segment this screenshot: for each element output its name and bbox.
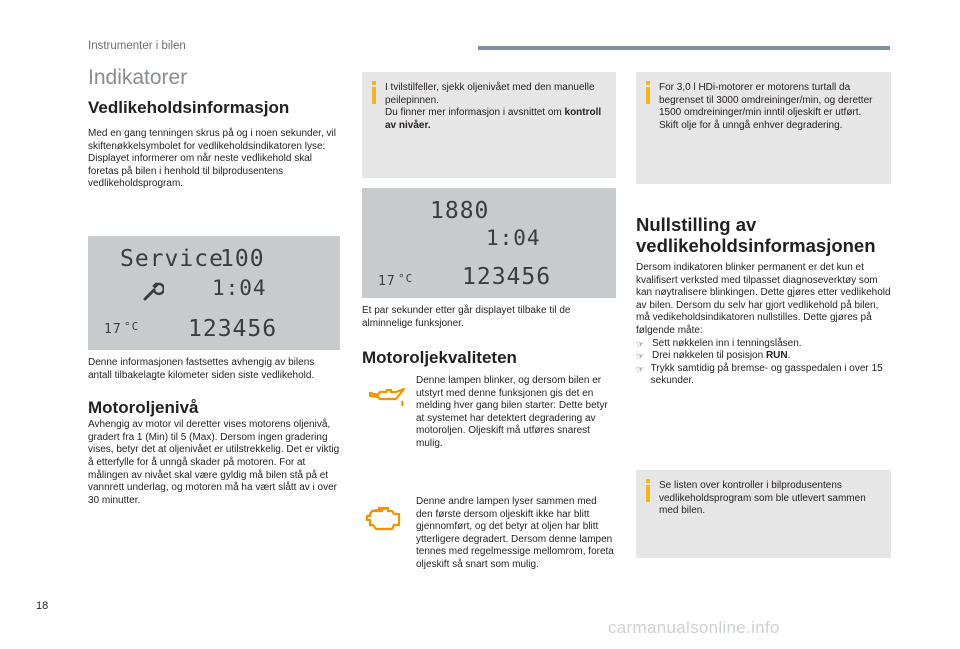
arrow-bullet-icon: ☞: [636, 351, 645, 362]
oil-display-temp: 17: [378, 274, 396, 289]
arrow-bullet-icon: ☞: [636, 338, 645, 349]
info-box-program: [636, 470, 891, 558]
col3-reset: [636, 214, 892, 388]
maintenance-intro: Med en gang tenningen skrus på og i noen sekunder, vil skiftenøkkelsymbolet for vedlikeholdsindikatoren lyse: Displayet informerer om når neste vedlikehold skal foretas på bilen i henhold til bilprodusentens vedlikeholdsprogram.: [88, 128, 336, 190]
info-box-dipstick: [362, 72, 616, 178]
info-hdi-text: For 3,0 l HDi-motorer er motorens turtall da begrenset til 3000 omdreininger/min, og deretter 1500 omdreininger/min inntil oljeskift er utført. Skift olje for å unngå enhver degradering.: [659, 82, 873, 131]
col2-caption: [362, 305, 616, 367]
service-label: Service: [120, 246, 224, 272]
oil-display-caption: Et par sekunder etter går displayet tilbake til de alminnelige funksjoner.: [362, 305, 571, 329]
section-header: Instrumenter i bilen: [88, 40, 186, 52]
info-icon: [369, 81, 379, 105]
col1-top: [88, 98, 340, 191]
service-temp-unit: °C: [124, 320, 140, 333]
info-program-text: Se listen over kontroller i bilprodusentens vedlikeholdsprogram som ble utlevert sammen med bilen.: [659, 480, 866, 517]
reset-step-3: [636, 363, 892, 388]
engine-icon: [364, 503, 404, 540]
info-icon: [643, 479, 653, 503]
oil-quality-heading: Motoroljekvaliteten: [362, 348, 517, 368]
lamp2-text-block: [416, 496, 614, 572]
service-temp: 17: [104, 322, 122, 337]
page-number: 18: [36, 600, 49, 612]
lamp1-text-block: [416, 375, 614, 451]
arrow-bullet-icon: ☞: [636, 363, 645, 374]
oil-display-time: 1:04: [486, 226, 541, 250]
wrench-icon: [142, 280, 164, 307]
reset-heading-line2: vedlikeholdsinformasjonen: [636, 235, 876, 256]
service-value: 100: [220, 246, 265, 272]
reset-step-1: [636, 338, 892, 351]
reset-heading-line1: Nullstilling av: [636, 214, 757, 235]
col1-bottom: [88, 357, 340, 507]
lamp1-text: Denne lampen blinker, og dersom bilen er utstyrt med denne funksjonen gis det en melding hver gang bilen starter: Dette betyr at systemet har detektert degradering av motoroljen. Oljeskift må utføres snarest mulig.: [416, 375, 608, 449]
service-time: 1:04: [212, 276, 267, 300]
watermark: carmanualsonline.info: [608, 618, 780, 637]
reset-step-1-text: Sett nøkkelen inn i tenningslåsen.: [652, 337, 802, 349]
header-bar: [478, 46, 890, 50]
info-end: .: [427, 119, 431, 131]
lamp2-text: Denne andre lampen lyser sammen med den første dersom oljeskift ikke har blitt gjennomført, og det betyr at oljen har blitt ytterligere degradert. Dersom denne lampen tennes med regelmessige mellomrom, foreta oljeskift så snart som mulig.: [416, 496, 614, 570]
reset-step-3-text: Trykk samtidig på bremse- og gasspedalen i over 15 sekunder.: [650, 362, 883, 387]
info-dipstick-text: I tvilstilfeller, sjekk oljenivået med den manuelle peilepinnen.: [385, 82, 595, 106]
page-title: Indikatorer: [88, 66, 188, 89]
reset-step-2-bold: RUN: [765, 350, 788, 362]
oil-level-heading: Motoroljenivå: [88, 398, 199, 418]
info-more-text: Du finner mer informasjon i avsnittet om: [385, 107, 562, 119]
info-box-hdi: [636, 72, 891, 184]
service-odometer: 123456: [188, 316, 278, 342]
display-caption: Denne informasjonen fastsettes avhengig av bilens antall tilbakelagte kilometer siden siste vedlikehold.: [88, 357, 315, 381]
reset-step-2-end: .: [787, 350, 791, 362]
oil-can-icon: [366, 385, 406, 414]
reset-step-2-text: Drei nøkkelen til posisjon: [652, 350, 766, 362]
oil-level-text: Avhengig av motor vil deretter vises motorens oljenivå, gradert fra 1 (Min) til 5 (Max). Dersom ingen gradering vises, betyr det at oljenivået er utilstrekkelig. Det er viktig å etterfylle for å unngå skader på motoren. For at målingen av nivået skal være gyldig må bilen stå på et vannrett underlag, og motoren må ha vært slått av i over 30 minutter.: [88, 419, 340, 506]
oil-level-value: 1880: [430, 198, 490, 224]
oil-display-temp-unit: °C: [398, 272, 414, 285]
reset-step-2: [636, 350, 892, 363]
info-icon: [643, 81, 653, 105]
oil-display-odometer: 123456: [462, 264, 552, 290]
reset-text: Dersom indikatoren blinker permanent er det kun et kvalifisert verksted med tilpasset diagnoseverktøy som kan nøytralisere blinkingen. Dette gjøres etter vedlikehold av bilen. Dersom du selv har gjort vedlikehold på bilen, må vedikeholdsindikatoren nullstilles. Dette gjøres på følgende måte:: [636, 262, 891, 336]
info-link-levels: kontroll av nivåer: [385, 107, 602, 131]
maintenance-heading: Vedlikeholdsinformasjon: [88, 98, 290, 117]
service-display: [88, 236, 340, 350]
oil-display: [362, 188, 616, 298]
